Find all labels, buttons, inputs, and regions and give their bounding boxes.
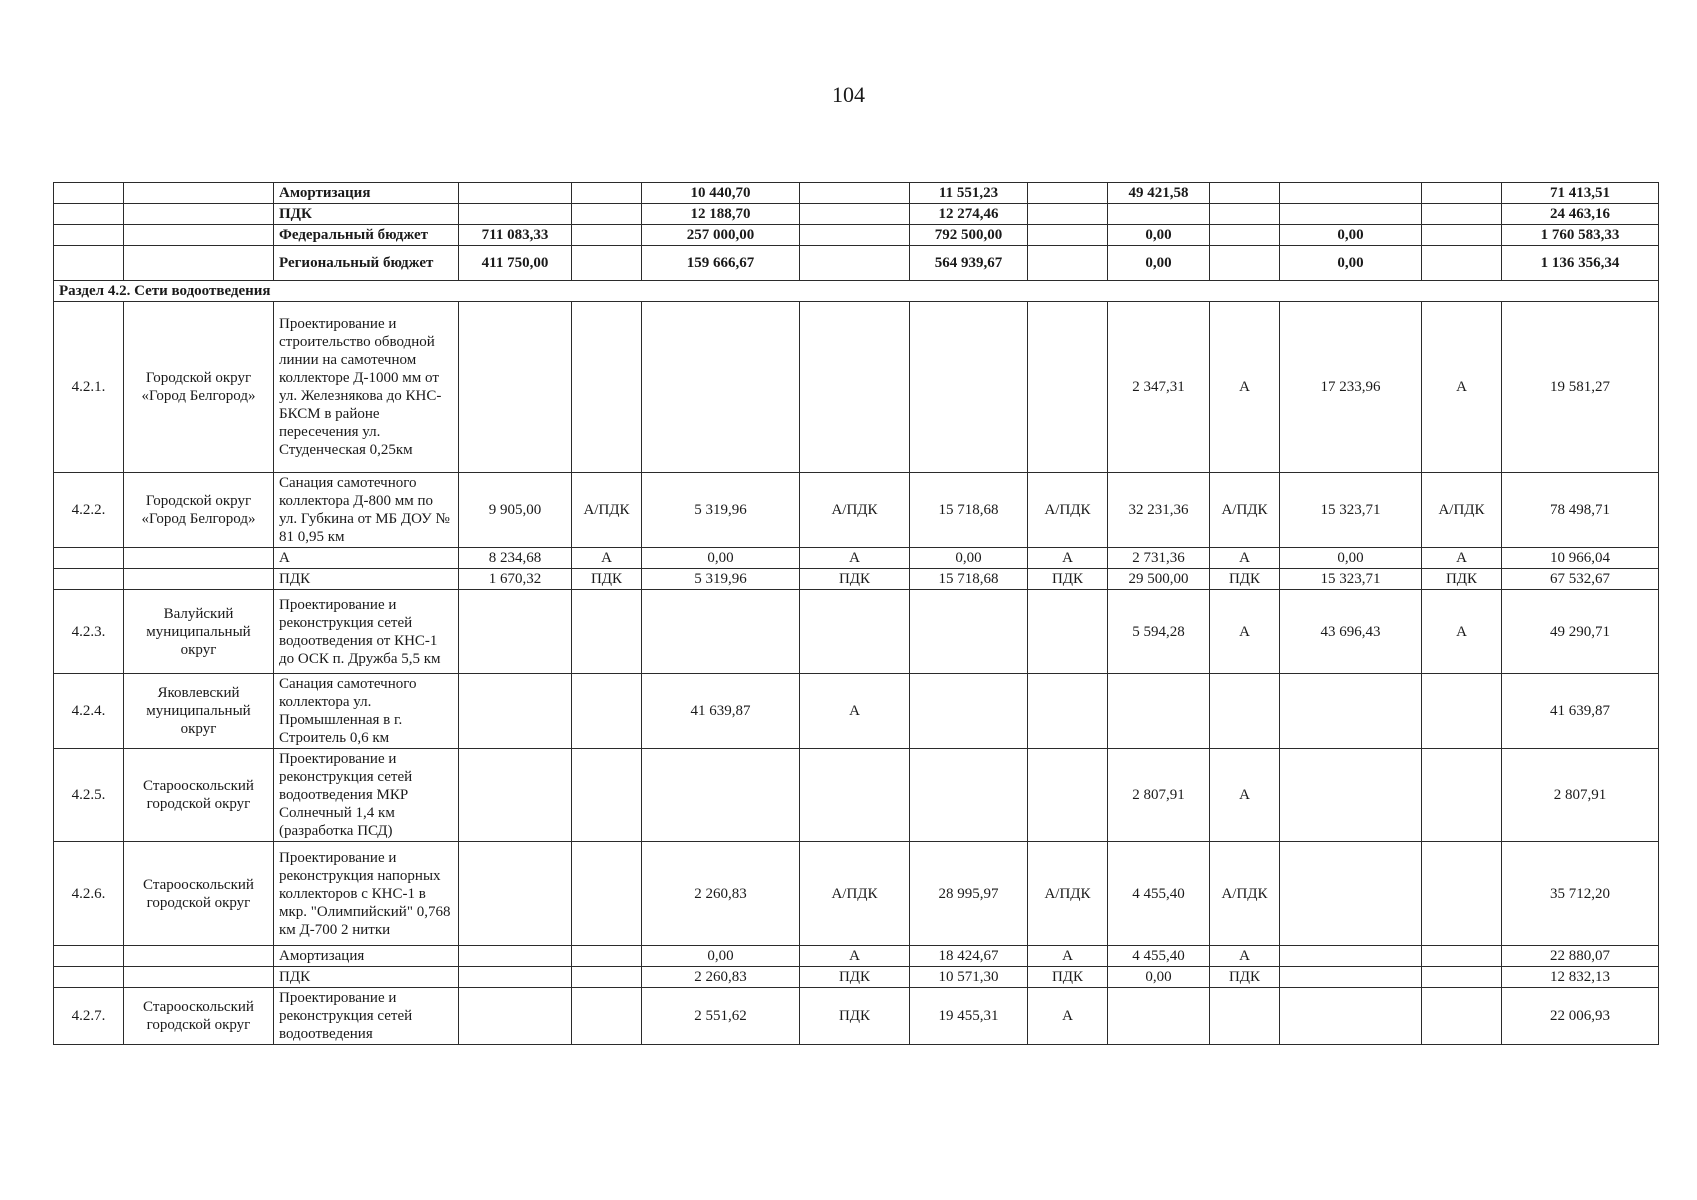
table-row xyxy=(54,548,1659,569)
value-cell: 8 234,68 xyxy=(459,548,572,569)
description-cell: А xyxy=(274,548,459,569)
mark-cell xyxy=(800,302,910,473)
row-number-cell xyxy=(54,946,124,967)
mark-cell: А/ПДК xyxy=(1422,473,1502,548)
value-cell: 5 319,96 xyxy=(642,473,800,548)
value-cell xyxy=(1108,988,1210,1045)
mark-cell xyxy=(800,183,910,204)
value-cell: 15 718,68 xyxy=(910,473,1028,548)
section-title: Раздел 4.2. Сети водоотведения xyxy=(54,281,1659,302)
value-cell: 2 260,83 xyxy=(642,967,800,988)
municipality-cell: Старооскольский городской округ xyxy=(124,988,274,1045)
mark-cell: А xyxy=(800,674,910,749)
value-cell: 4 455,40 xyxy=(1108,946,1210,967)
mark-cell: ПДК xyxy=(572,569,642,590)
mark-cell: А xyxy=(800,946,910,967)
mark-cell xyxy=(1422,204,1502,225)
total-cell: 22 006,93 xyxy=(1502,988,1659,1045)
value-cell xyxy=(459,183,572,204)
total-cell: 1 760 583,33 xyxy=(1502,225,1659,246)
table-row xyxy=(54,204,1659,225)
value-cell xyxy=(1280,988,1422,1045)
table-row xyxy=(54,988,1659,1045)
value-cell: 28 995,97 xyxy=(910,842,1028,946)
value-cell: 32 231,36 xyxy=(1108,473,1210,548)
municipality-cell: Городской округ «Город Белгород» xyxy=(124,302,274,473)
mark-cell: ПДК xyxy=(1210,967,1280,988)
value-cell: 5 319,96 xyxy=(642,569,800,590)
description-cell: Санация самотечного коллектора ул. Промышленная в г. Строитель 0,6 км xyxy=(274,674,459,749)
value-cell: 2 551,62 xyxy=(642,988,800,1045)
value-cell xyxy=(459,590,572,674)
mark-cell xyxy=(1028,246,1108,281)
mark-cell: А/ПДК xyxy=(800,842,910,946)
description-cell: Проектирование и строительство обводной линии на самотечном коллекторе Д-1000 мм от ул. Железнякова до КНС-БКСМ в районе пересечения ул. Студенческая 0,25км xyxy=(274,302,459,473)
municipality-cell: Яковлевский муниципальный округ xyxy=(124,674,274,749)
value-cell: 1 670,32 xyxy=(459,569,572,590)
mark-cell xyxy=(1028,674,1108,749)
mark-cell: А/ПДК xyxy=(1028,842,1108,946)
total-cell: 67 532,67 xyxy=(1502,569,1659,590)
value-cell: 12 188,70 xyxy=(642,204,800,225)
section-row xyxy=(54,281,1659,302)
row-number-cell xyxy=(54,967,124,988)
total-cell: 78 498,71 xyxy=(1502,473,1659,548)
budget-table xyxy=(53,182,1659,1045)
value-cell: 2 731,36 xyxy=(1108,548,1210,569)
mark-cell xyxy=(1210,225,1280,246)
description-cell: Региональный бюджет xyxy=(274,246,459,281)
value-cell: 0,00 xyxy=(910,548,1028,569)
table-row xyxy=(54,749,1659,842)
value-cell xyxy=(1280,967,1422,988)
table-row xyxy=(54,183,1659,204)
value-cell: 17 233,96 xyxy=(1280,302,1422,473)
row-number-cell xyxy=(54,204,124,225)
description-cell: Санация самотечного коллектора Д-800 мм по ул. Губкина от МБ ДОУ № 81 0,95 км xyxy=(274,473,459,548)
value-cell: 792 500,00 xyxy=(910,225,1028,246)
mark-cell xyxy=(572,988,642,1045)
mark-cell xyxy=(1028,204,1108,225)
total-cell: 2 807,91 xyxy=(1502,749,1659,842)
value-cell: 15 718,68 xyxy=(910,569,1028,590)
table-row xyxy=(54,473,1659,548)
description-cell: Проектирование и реконструкция сетей водоотведения от КНС-1 до ОСК п. Дружба 5,5 км xyxy=(274,590,459,674)
value-cell xyxy=(459,967,572,988)
value-cell: 2 260,83 xyxy=(642,842,800,946)
mark-cell xyxy=(1028,225,1108,246)
mark-cell xyxy=(800,225,910,246)
value-cell: 19 455,31 xyxy=(910,988,1028,1045)
municipality-cell: Валуйский муниципальный округ xyxy=(124,590,274,674)
mark-cell: ПДК xyxy=(1028,967,1108,988)
value-cell xyxy=(459,988,572,1045)
value-cell xyxy=(642,749,800,842)
value-cell xyxy=(910,674,1028,749)
value-cell xyxy=(642,590,800,674)
mark-cell: ПДК xyxy=(1422,569,1502,590)
mark-cell xyxy=(1210,988,1280,1045)
mark-cell xyxy=(572,204,642,225)
description-cell: ПДК xyxy=(274,569,459,590)
description-cell: Амортизация xyxy=(274,183,459,204)
mark-cell: А xyxy=(572,548,642,569)
total-cell: 1 136 356,34 xyxy=(1502,246,1659,281)
total-cell: 22 880,07 xyxy=(1502,946,1659,967)
municipality-cell: Городской округ «Город Белгород» xyxy=(124,473,274,548)
mark-cell xyxy=(1028,749,1108,842)
mark-cell xyxy=(1422,225,1502,246)
mark-cell xyxy=(1422,988,1502,1045)
mark-cell xyxy=(1210,204,1280,225)
mark-cell xyxy=(572,590,642,674)
mark-cell: ПДК xyxy=(1210,569,1280,590)
description-cell: Проектирование и реконструкция сетей водоотведения МКР Солнечный 1,4 км (разработка ПСД) xyxy=(274,749,459,842)
value-cell: 0,00 xyxy=(642,946,800,967)
municipality-cell xyxy=(124,967,274,988)
mark-cell xyxy=(800,204,910,225)
municipality-cell xyxy=(124,946,274,967)
mark-cell xyxy=(572,183,642,204)
description-cell: Федеральный бюджет xyxy=(274,225,459,246)
value-cell xyxy=(1280,674,1422,749)
mark-cell: А xyxy=(1210,749,1280,842)
total-cell: 24 463,16 xyxy=(1502,204,1659,225)
value-cell: 11 551,23 xyxy=(910,183,1028,204)
value-cell xyxy=(1280,749,1422,842)
description-cell: ПДК xyxy=(274,967,459,988)
mark-cell xyxy=(1210,183,1280,204)
value-cell xyxy=(910,749,1028,842)
municipality-cell: Старооскольский городской округ xyxy=(124,842,274,946)
value-cell: 0,00 xyxy=(1108,967,1210,988)
mark-cell: А xyxy=(1210,946,1280,967)
mark-cell: А xyxy=(1422,302,1502,473)
value-cell: 564 939,67 xyxy=(910,246,1028,281)
row-number-cell: 4.2.5. xyxy=(54,749,124,842)
description-cell: Проектирование и реконструкция сетей водоотведения xyxy=(274,988,459,1045)
mark-cell xyxy=(572,749,642,842)
mark-cell: А xyxy=(1028,946,1108,967)
table-row xyxy=(54,590,1659,674)
row-number-cell: 4.2.6. xyxy=(54,842,124,946)
mark-cell xyxy=(1028,302,1108,473)
municipality-cell xyxy=(124,548,274,569)
value-cell: 0,00 xyxy=(1280,225,1422,246)
mark-cell xyxy=(572,246,642,281)
table-row xyxy=(54,946,1659,967)
value-cell: 711 083,33 xyxy=(459,225,572,246)
municipality-cell: Старооскольский городской округ xyxy=(124,749,274,842)
row-number-cell: 4.2.1. xyxy=(54,302,124,473)
value-cell xyxy=(459,749,572,842)
value-cell xyxy=(459,946,572,967)
mark-cell xyxy=(572,674,642,749)
row-number-cell xyxy=(54,569,124,590)
row-number-cell xyxy=(54,225,124,246)
municipality-cell xyxy=(124,204,274,225)
value-cell: 18 424,67 xyxy=(910,946,1028,967)
page-number: 104 xyxy=(832,82,865,107)
mark-cell xyxy=(1028,590,1108,674)
description-cell: Амортизация xyxy=(274,946,459,967)
total-cell: 71 413,51 xyxy=(1502,183,1659,204)
total-cell: 19 581,27 xyxy=(1502,302,1659,473)
value-cell xyxy=(642,302,800,473)
value-cell: 0,00 xyxy=(1280,548,1422,569)
municipality-cell xyxy=(124,569,274,590)
value-cell xyxy=(910,302,1028,473)
mark-cell: А xyxy=(1028,548,1108,569)
mark-cell xyxy=(1422,946,1502,967)
mark-cell xyxy=(1210,674,1280,749)
mark-cell xyxy=(1422,967,1502,988)
row-number-cell xyxy=(54,548,124,569)
mark-cell: ПДК xyxy=(800,569,910,590)
mark-cell: ПДК xyxy=(800,967,910,988)
mark-cell: А/ПДК xyxy=(1210,473,1280,548)
value-cell xyxy=(459,204,572,225)
mark-cell: А/ПДК xyxy=(1028,473,1108,548)
table-row xyxy=(54,674,1659,749)
value-cell: 10 571,30 xyxy=(910,967,1028,988)
mark-cell: А xyxy=(1422,590,1502,674)
table-row xyxy=(54,967,1659,988)
mark-cell xyxy=(1210,246,1280,281)
mark-cell xyxy=(572,225,642,246)
value-cell: 12 274,46 xyxy=(910,204,1028,225)
mark-cell xyxy=(1422,674,1502,749)
row-number-cell: 4.2.4. xyxy=(54,674,124,749)
mark-cell xyxy=(572,842,642,946)
value-cell: 41 639,87 xyxy=(642,674,800,749)
value-cell xyxy=(1280,204,1422,225)
value-cell: 411 750,00 xyxy=(459,246,572,281)
mark-cell xyxy=(1422,183,1502,204)
description-cell: Проектирование и реконструкция напорных коллекторов с КНС-1 в мкр. "Олимпийский" 0,768 км Д-700 2 нитки xyxy=(274,842,459,946)
table-row xyxy=(54,302,1659,473)
mark-cell: ПДК xyxy=(1028,569,1108,590)
mark-cell xyxy=(572,302,642,473)
mark-cell xyxy=(800,246,910,281)
value-cell: 9 905,00 xyxy=(459,473,572,548)
value-cell xyxy=(1108,204,1210,225)
mark-cell xyxy=(1422,246,1502,281)
municipality-cell xyxy=(124,225,274,246)
value-cell: 0,00 xyxy=(1108,225,1210,246)
municipality-cell xyxy=(124,246,274,281)
total-cell: 41 639,87 xyxy=(1502,674,1659,749)
value-cell: 10 440,70 xyxy=(642,183,800,204)
mark-cell xyxy=(800,749,910,842)
value-cell: 15 323,71 xyxy=(1280,569,1422,590)
value-cell: 0,00 xyxy=(642,548,800,569)
total-cell: 35 712,20 xyxy=(1502,842,1659,946)
value-cell: 43 696,43 xyxy=(1280,590,1422,674)
mark-cell: А xyxy=(1028,988,1108,1045)
mark-cell: А xyxy=(1210,590,1280,674)
mark-cell: А/ПДК xyxy=(572,473,642,548)
mark-cell xyxy=(1028,183,1108,204)
value-cell xyxy=(1280,842,1422,946)
value-cell: 49 421,58 xyxy=(1108,183,1210,204)
value-cell xyxy=(1280,183,1422,204)
value-cell xyxy=(459,842,572,946)
value-cell xyxy=(459,302,572,473)
value-cell: 29 500,00 xyxy=(1108,569,1210,590)
mark-cell xyxy=(572,946,642,967)
row-number-cell: 4.2.7. xyxy=(54,988,124,1045)
mark-cell xyxy=(800,590,910,674)
value-cell: 5 594,28 xyxy=(1108,590,1210,674)
mark-cell: А xyxy=(1210,548,1280,569)
mark-cell: ПДК xyxy=(800,988,910,1045)
mark-cell: А xyxy=(1210,302,1280,473)
value-cell xyxy=(459,674,572,749)
value-cell: 2 807,91 xyxy=(1108,749,1210,842)
row-number-cell xyxy=(54,183,124,204)
mark-cell: А/ПДК xyxy=(800,473,910,548)
value-cell xyxy=(910,590,1028,674)
value-cell: 4 455,40 xyxy=(1108,842,1210,946)
value-cell xyxy=(1108,674,1210,749)
row-number-cell xyxy=(54,246,124,281)
value-cell: 159 666,67 xyxy=(642,246,800,281)
value-cell: 257 000,00 xyxy=(642,225,800,246)
mark-cell xyxy=(572,967,642,988)
total-cell: 10 966,04 xyxy=(1502,548,1659,569)
value-cell: 0,00 xyxy=(1108,246,1210,281)
total-cell: 49 290,71 xyxy=(1502,590,1659,674)
row-number-cell: 4.2.3. xyxy=(54,590,124,674)
value-cell xyxy=(1280,946,1422,967)
row-number-cell: 4.2.2. xyxy=(54,473,124,548)
mark-cell: А xyxy=(1422,548,1502,569)
table-row xyxy=(54,569,1659,590)
table-row xyxy=(54,842,1659,946)
value-cell: 0,00 xyxy=(1280,246,1422,281)
table-row xyxy=(54,225,1659,246)
municipality-cell xyxy=(124,183,274,204)
mark-cell: А/ПДК xyxy=(1210,842,1280,946)
mark-cell: А xyxy=(800,548,910,569)
value-cell: 15 323,71 xyxy=(1280,473,1422,548)
value-cell: 2 347,31 xyxy=(1108,302,1210,473)
table-row xyxy=(54,246,1659,281)
mark-cell xyxy=(1422,749,1502,842)
total-cell: 12 832,13 xyxy=(1502,967,1659,988)
description-cell: ПДК xyxy=(274,204,459,225)
mark-cell xyxy=(1422,842,1502,946)
